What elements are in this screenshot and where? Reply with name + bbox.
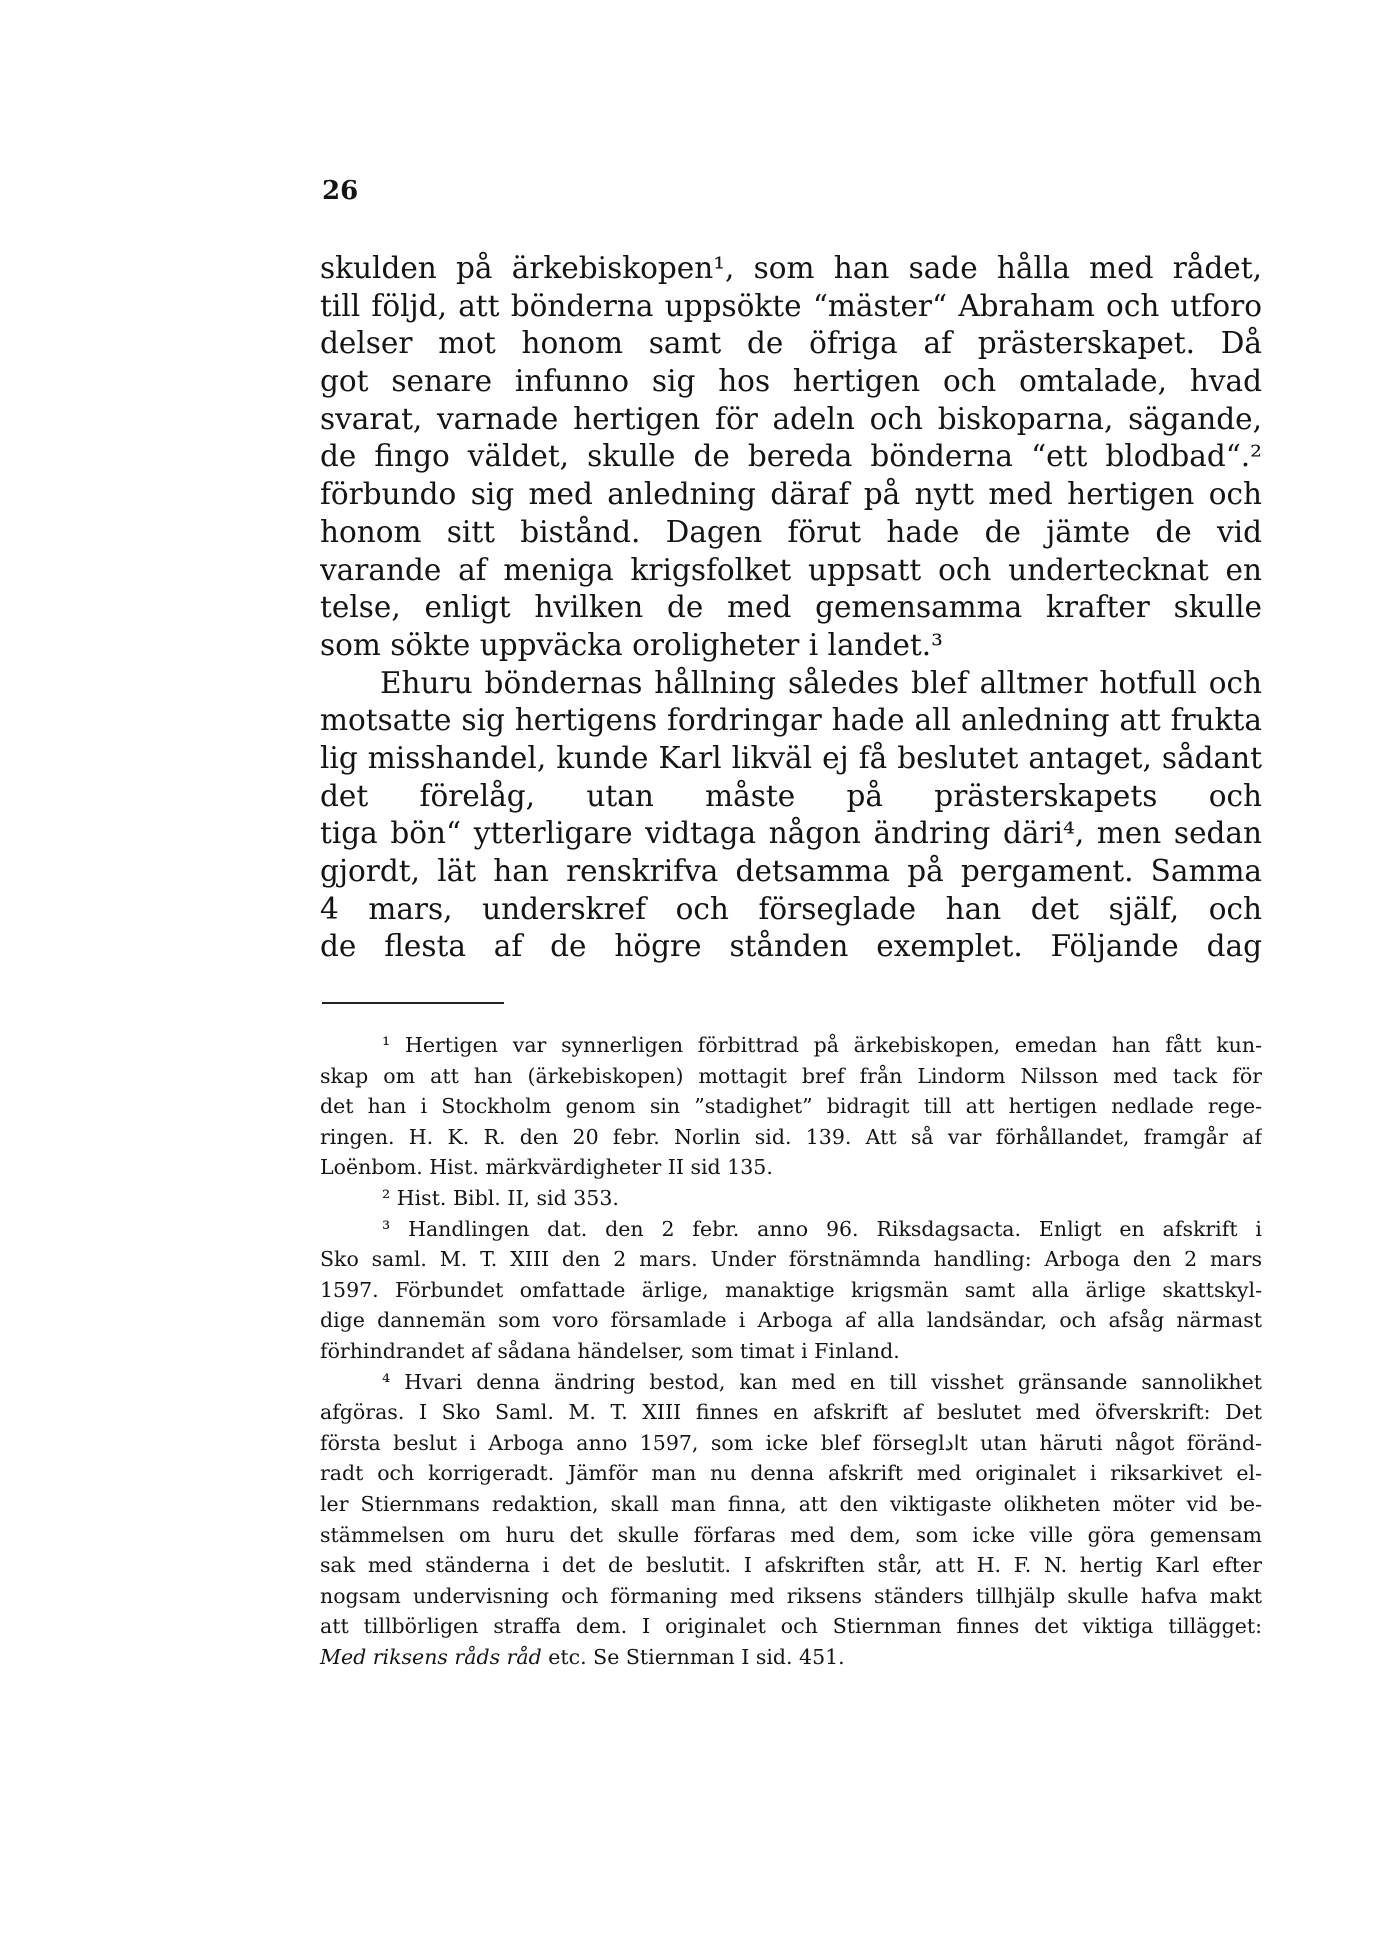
footnote-line: att tillbörligen straffa dem. I originalet och Stiernman finnes det viktiga tillägget: [320,1614,1262,1639]
page-number: 26 [322,176,359,206]
body-line: varande af meniga krigsfolket uppsatt och undertecknat en [320,552,1262,587]
footnote-line [320,1642,1262,1673]
footnote-line: ¹ Hertigen var synnerligen förbittrad på ärkebiskopen, emedan han fått kun- [382,1033,1262,1057]
body-line: 4 mars, underskref och förseglade han det själf, och [320,891,1262,926]
footnote-line: skap om att han (ärkebiskopen) mottagit bref från Lindorm Nilsson med tack för [320,1063,1262,1088]
body-line: telse, enligt hvilken de med gemensamma krafter skulle [320,590,1262,625]
footnote-line: afgöras. I Sko Saml. M. T. XIII finnes en afskrift af beslutet med öfverskrift: Det [320,1400,1262,1425]
footnote-line: första beslut i Arboga anno 1597, som icke blef förseglادt utan häruti något föränd- [320,1430,1262,1455]
footnote-line: nogsam undervisning och förmaning med riksens ständers tillhjälp skulle hafva makt [320,1583,1262,1608]
footnote-line: förhindrandet af sådana händelser, som timat i Finland. [320,1338,900,1363]
body-line: tiga bön“ ytterligare vidtaga någon ändring däri⁴, men sedan [320,816,1262,851]
body-line: delser mot honom samt de öfriga af prästerskapet. Då [320,326,1262,361]
body-line: gjordt, lät han renskrifva detsamma på pergament. Samma [320,854,1262,888]
footnote-line: Loënbom. Hist. märkvärdigheter II sid 135. [320,1155,773,1180]
body-line: det förelåg, utan måste på prästerskapets och [320,778,1262,813]
body-line: honom sitt bistånd. Dagen förut hade de jämte de vid [320,514,1262,549]
body-line: motsatte sig hertigens fordringar hade all anledning att frukta [320,703,1262,738]
body-line: got senare infunno sig hos hertigen och omtalade, hvad [320,364,1262,399]
footnote-italic-phrase: Med riksens råds råd [320,1644,542,1669]
footnote-line: 1597. Förbundet omfattade ärlige, manaktige krigsmän samt alla ärlige skattskyl- [320,1277,1262,1302]
body-line: de fingo väldet, skulle de bereda bönderna “ett blodbad“.² [320,439,1262,474]
footnote-separator [322,1002,504,1004]
body-line: förbundo sig med anledning däraf på nytt med hertigen och [320,477,1262,512]
footnote-line: ⁴ Hvari denna ändring bestod, kan med en till visshet gränsande sannolikhet [382,1369,1262,1394]
body-line: som sökte uppväcka oroligheter i landet.³ [320,627,943,662]
footnote-line: ³ Handlingen dat. den 2 febr. anno 96. Riksdagsacta. Enligt en afskrift i [382,1216,1262,1241]
body-line: lig misshandel, kunde Karl likväl ej få beslutet antaget, sådant [320,740,1262,775]
body-line: svarat, varnade hertigen för adeln och biskoparna, sägande, [320,401,1262,436]
body-line: de flesta af de högre stånden exemplet. Följande dag [320,929,1262,964]
body-text [320,250,1262,966]
footnote-line: radt och korrigeradt. Jämför man nu denna afskrift med originalet i riksarkivet el- [320,1461,1262,1486]
footnote-line-rest: etc. Se Stiernman I sid. 451. [541,1644,845,1669]
footnote-line: ler Stiernmans redaktion, skall man finna, att den viktigaste olikheten möter vid be- [320,1491,1262,1516]
body-line: skulden på ärkebiskopen¹, som han sade hålla med rådet, [320,251,1262,285]
footnote-line: ² Hist. Bibl. II, sid 353. [382,1185,619,1210]
footnote-line: Sko saml. M. T. XIII den 2 mars. Under förstnämnda handling: Arboga den 2 mars [320,1247,1262,1272]
footnote-line: sak med ständerna i det de beslutit. I afskriften står, att H. F. N. hertig Karl efter [320,1553,1262,1578]
footnote-line: stämmelsen om huru det skulle förfaras med dem, som icke ville göra gemensam [320,1522,1262,1547]
body-line: Ehuru böndernas hållning således blef alltmer hotfull och [380,665,1262,700]
footnote-line: det han i Stockholm genom sin ”stadighet” bidragit till att hertigen nedlade rege- [320,1094,1262,1119]
body-line: till följd, att bönderna uppsökte “mäster“ Abraham och utforo [320,288,1262,323]
footnote-line: dige dannemän som voro församlade i Arboga af alla landsändar, och afsåg närmast [320,1308,1262,1333]
footnote-line: ringen. H. K. R. den 20 febr. Norlin sid. 139. Att så var förhållandet, framgår af [320,1124,1262,1149]
footnotes [320,1030,1262,1672]
